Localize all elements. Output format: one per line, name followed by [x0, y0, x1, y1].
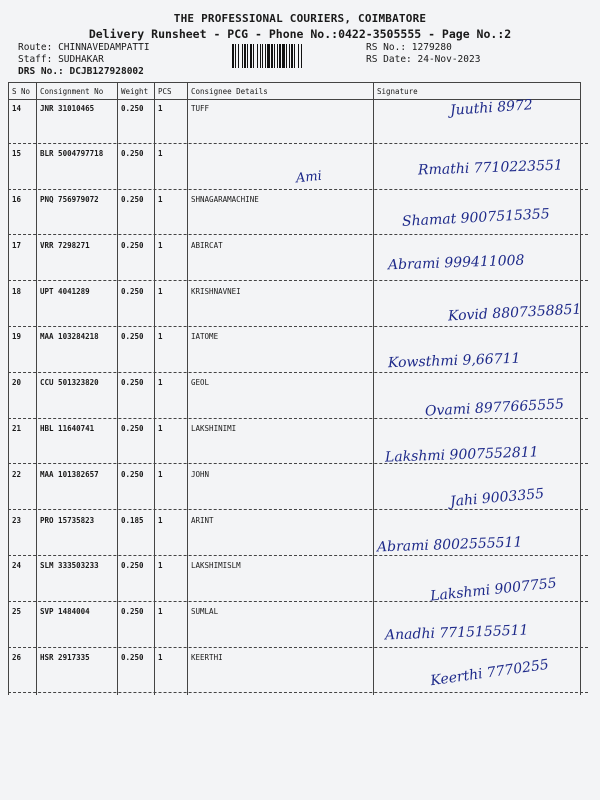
barcode-bar	[291, 44, 293, 68]
cell-sno: 17	[9, 237, 37, 283]
cell-consignee: ABIRCAT	[188, 237, 374, 283]
barcode-bar	[271, 44, 273, 68]
cell-weight: 0.250	[118, 374, 155, 420]
cell-weight: 0.250	[118, 237, 155, 283]
cell-consignment: PRO 15735823	[37, 512, 118, 558]
signature-handwriting: Juuthi 8972	[449, 97, 534, 119]
runsheet-subtitle: Delivery Runsheet - PCG - Phone No.:0422-3505555 - Page No.:2	[88, 27, 512, 41]
cell-weight: 0.185	[118, 512, 155, 558]
cell-consignee: GEOL	[188, 374, 374, 420]
cell-pcs: 1	[155, 649, 188, 695]
col-weight: Weight	[118, 83, 155, 100]
barcode-bar	[238, 44, 239, 68]
row-separator	[8, 601, 588, 602]
barcode-bar	[286, 44, 287, 68]
drs-value: DCJB127928002	[69, 66, 144, 77]
signature-handwriting: Abrami 999411008	[387, 252, 525, 274]
cell-sno: 14	[9, 100, 37, 146]
barcode-bar	[274, 44, 275, 68]
rs-no-value: 1279280	[411, 42, 452, 53]
signature-handwriting: Anadhi 7715155511	[384, 622, 529, 644]
barcode-bar	[265, 44, 266, 68]
cell-weight: 0.250	[118, 145, 155, 191]
cell-consignee: ARINT	[188, 512, 374, 558]
barcode-bar	[294, 44, 295, 68]
row-separator	[8, 280, 588, 281]
cell-consignee: SUMLAL	[188, 603, 374, 649]
staff-value: SUDHAKAR	[58, 54, 104, 65]
col-consignment: Consignment No	[37, 83, 118, 100]
signature-handwriting: Shamat 9007515355	[401, 206, 551, 230]
route-value: CHINNAVEDAMPATTI	[58, 42, 150, 53]
col-sno: S No	[9, 83, 37, 100]
rs-no-label: RS No.:	[366, 42, 407, 53]
row-separator	[8, 372, 588, 373]
cell-sno: 22	[9, 466, 37, 512]
cell-consignee: JOHN	[188, 466, 374, 512]
cell-sno: 19	[9, 328, 37, 374]
cell-sno: 16	[9, 191, 37, 237]
cell-consignment: BLR 5004797718	[37, 145, 118, 191]
barcode-bar	[262, 44, 263, 68]
cell-weight: 0.250	[118, 649, 155, 695]
cell-pcs: 1	[155, 557, 188, 603]
row-separator	[8, 463, 588, 464]
barcode	[232, 44, 360, 68]
barcode-bar	[298, 44, 299, 68]
row-separator	[8, 418, 588, 419]
cell-sno: 15	[9, 145, 37, 191]
signature-handwriting: Jahi 9003355	[449, 485, 545, 511]
cell-consignee	[188, 145, 374, 191]
signature-handwriting: Rmathi 7710223551	[417, 157, 564, 179]
cell-weight: 0.250	[118, 100, 155, 146]
cell-consignment: UPT 4041289	[37, 283, 118, 329]
barcode-bar	[282, 44, 285, 68]
cell-consignee: KRISHNAVNEI	[188, 283, 374, 329]
barcode-bar	[244, 44, 246, 68]
cell-sno: 20	[9, 374, 37, 420]
cell-pcs: 1	[155, 466, 188, 512]
cell-pcs: 1	[155, 191, 188, 237]
cell-pcs: 1	[155, 374, 188, 420]
cell-weight: 0.250	[118, 557, 155, 603]
row-separator	[8, 509, 588, 510]
row-separator	[8, 555, 588, 556]
cell-consignee: TUFF	[188, 100, 374, 146]
cell-consignment: PNQ 756979072	[37, 191, 118, 237]
barcode-bar	[235, 44, 236, 68]
cell-consignment: MAA 103284218	[37, 328, 118, 374]
cell-weight: 0.250	[118, 603, 155, 649]
barcode-bar	[267, 44, 270, 68]
cell-consignee: LAKSHIMISLM	[188, 557, 374, 603]
row-separator	[8, 647, 588, 648]
barcode-bar	[277, 44, 278, 68]
signature-handwriting: Keerthi 7770255	[429, 656, 550, 690]
route-line	[18, 42, 150, 53]
row-separator	[8, 234, 588, 235]
rs-date-line	[366, 54, 480, 65]
cell-consignee: LAKSHINIMI	[188, 420, 374, 466]
cell-weight: 0.250	[118, 191, 155, 237]
rs-no-line	[366, 42, 452, 53]
signature-handwriting: Abrami 8002555511	[376, 534, 523, 556]
rs-date-value: 24-Nov-2023	[417, 54, 481, 65]
cell-pcs: 1	[155, 328, 188, 374]
cell-consignee: IATOME	[188, 328, 374, 374]
cell-consignment: HSR 2917335	[37, 649, 118, 695]
row-separator	[8, 143, 588, 144]
drs-line	[18, 66, 144, 77]
row-separator	[8, 326, 588, 327]
cell-consignment: HBL 11640741	[37, 420, 118, 466]
signature-handwriting: Kowsthmi 9,66711	[387, 350, 521, 372]
barcode-bar	[232, 44, 234, 68]
cell-consignment: SVP 1484004	[37, 603, 118, 649]
cell-sno: 18	[9, 283, 37, 329]
row-separator	[8, 692, 588, 693]
cell-weight: 0.250	[118, 420, 155, 466]
cell-weight: 0.250	[118, 328, 155, 374]
row-separator	[8, 189, 588, 190]
cell-sno: 21	[9, 420, 37, 466]
cell-pcs: 1	[155, 603, 188, 649]
signature-handwriting: Lakshmi 9007552811	[384, 444, 539, 466]
cell-consignment: VRR 7298271	[37, 237, 118, 283]
staff-label: Staff:	[18, 54, 53, 65]
cell-weight: 0.250	[118, 466, 155, 512]
signature-handwriting: Kovid 8807358851	[447, 301, 582, 325]
cell-sno: 24	[9, 557, 37, 603]
col-signature: Signature	[374, 83, 581, 100]
cell-consignment: MAA 101382657	[37, 466, 118, 512]
table-header-row	[9, 83, 581, 100]
cell-pcs: 1	[155, 420, 188, 466]
barcode-bar	[257, 44, 258, 68]
barcode-bar	[279, 44, 281, 68]
barcode-bar	[250, 44, 252, 68]
barcode-bar	[242, 44, 243, 68]
cell-pcs: 1	[155, 145, 188, 191]
drs-label: DRS No.:	[18, 66, 64, 77]
cell-sno: 25	[9, 603, 37, 649]
barcode-bar	[289, 44, 290, 68]
barcode-bar	[260, 44, 261, 68]
barcode-bar	[253, 44, 254, 68]
cell-weight: 0.250	[118, 283, 155, 329]
cell-consignment: CCU 501323820	[37, 374, 118, 420]
cell-pcs: 1	[155, 512, 188, 558]
cell-sno: 26	[9, 649, 37, 695]
cell-pcs: 1	[155, 100, 188, 146]
signature-handwriting: Ovami 8977665555	[424, 396, 565, 420]
cell-pcs: 1	[155, 283, 188, 329]
cell-consignment: SLM 333503233	[37, 557, 118, 603]
cell-sno: 23	[9, 512, 37, 558]
company-title: THE PROFESSIONAL COURIERS, COIMBATORE	[173, 12, 427, 25]
route-label: Route:	[18, 42, 53, 53]
col-pcs: PCS	[155, 83, 188, 100]
cell-consignee: KEERTHI	[188, 649, 374, 695]
col-consignee: Consignee Details	[188, 83, 374, 100]
rs-date-label: RS Date:	[366, 54, 412, 65]
staff-line	[18, 54, 104, 65]
barcode-bar	[301, 44, 302, 68]
cell-consignee: SHNAGARAMACHINE	[188, 191, 374, 237]
barcode-bar	[247, 44, 248, 68]
cell-pcs: 1	[155, 237, 188, 283]
signature-handwriting: Lakshmi 9007755	[429, 575, 558, 605]
signature-handwriting: Ami	[295, 168, 323, 187]
cell-consignment: JNR 31010465	[37, 100, 118, 146]
